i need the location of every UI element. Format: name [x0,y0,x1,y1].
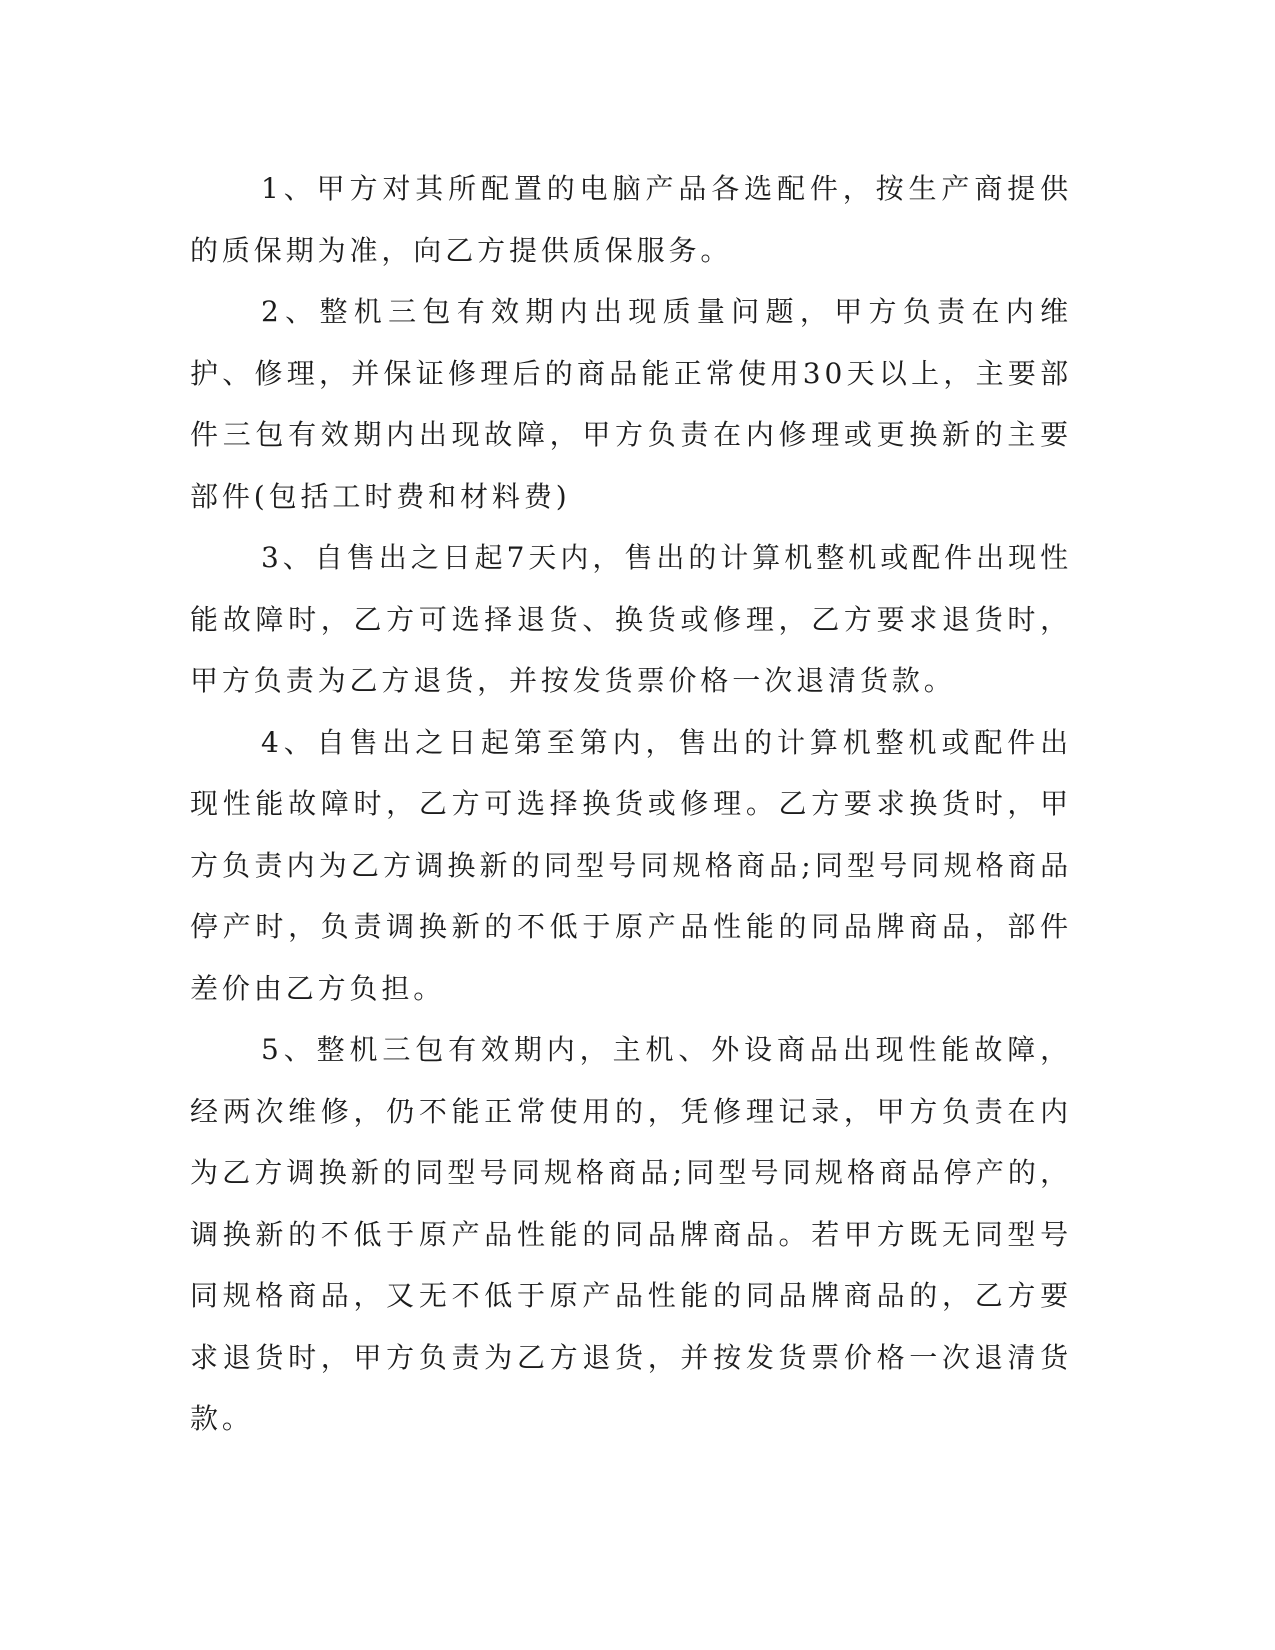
clause-2-paragraph: 2、整机三包有效期内出现质量问题，甲方负责在内维护、修理，并保证修理后的商品能正常使用30天以上，主要部件三包有效期内出现故障，甲方负责在内修理或更换新的主要部件(包括工时费和材料费) [190,295,1072,513]
document-body [190,158,1072,1450]
clause-3-paragraph: 3、自售出之日起7天内，售出的计算机整机或配件出现性能故障时，乙方可选择退货、换货或修理，乙方要求退货时，甲方负责为乙方退货，并按发货票价格一次退清货款。 [190,541,1072,697]
clause-5-paragraph: 5、整机三包有效期内，主机、外设商品出现性能故障，经两次维修，仍不能正常使用的，凭修理记录，甲方负责在内为乙方调换新的同型号同规格商品;同型号同规格商品停产的，调换新的不低于原产品性能的同品牌商品。若甲方既无同型号同规格商品，又无不低于原产品性能的同品牌商品的，乙方要求退货时，甲方负责为乙方退货，并按发货票价格一次退清货款。 [190,1033,1072,1435]
clause-1-paragraph: 1、甲方对其所配置的电脑产品各选配件，按生产商提供的质保期为准，向乙方提供质保服务。 [190,172,1072,267]
clause-4-paragraph: 4、自售出之日起第至第内，售出的计算机整机或配件出现性能故障时，乙方可选择换货或修理。乙方要求换货时，甲方负责内为乙方调换新的同型号同规格商品;同型号同规格商品停产时，负责调换新的不低于原产品性能的同品牌商品，部件差价由乙方负担。 [190,725,1072,1005]
